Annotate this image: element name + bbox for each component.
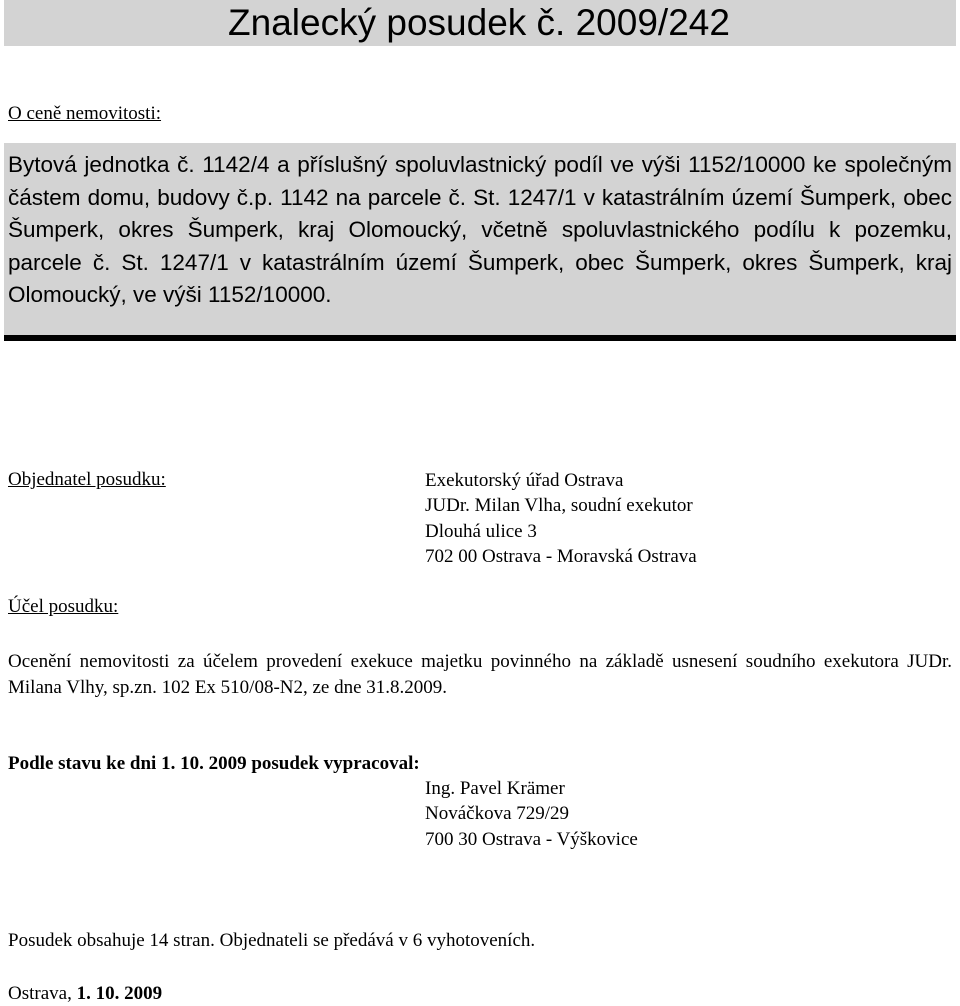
client-label: Objednatel posudku: (8, 469, 166, 490)
author-address (425, 776, 638, 852)
client-address (425, 468, 697, 569)
place: Ostrava, (8, 983, 77, 1004)
subject-text: Bytová jednotka č. 1142/4 a příslušný spoluvlastnický podíl ve výši 1152/10000 ke společným částem domu, budovy č.p. 1142 na parcele č. St. 1247/1 v katastrálním území Šumperk, obec Šumperk, okres Šumperk, kraj Olomoucký, včetně spoluvlastnického podílu k pozemku, parcele č. St. 1247/1 v katastrálním území Šumperk, obec Šumperk, okres Šumperk, kraj Olomoucký, ve výši 1152/10000. (8, 152, 952, 307)
author-label: Podle stavu ke dni 1. 10. 2009 posudek vypracoval: (8, 753, 420, 774)
place-date (8, 983, 162, 1005)
client-line: Exekutorský úřad Ostrava (425, 470, 624, 491)
date: 1. 10. 2009 (76, 983, 163, 1004)
subject-heading: O ceně nemovitosti: (8, 103, 162, 124)
client-line: Dlouhá ulice 3 (425, 520, 537, 542)
purpose-text: Ocenění nemovitosti za účelem provedení exekuce majetku povinného na základě usnesení soudního exekutora JUDr. Milana Vlhy, sp.zn. 102 Ex 510/08-N2, ze dne 31.8.2009. (8, 651, 952, 698)
author-line: Nováčkova 729/29 (425, 803, 570, 825)
client-line: JUDr. Milan Vlha, soudní exekutor (425, 495, 693, 517)
page-title: Znalecký posudek č. 2009/242 (228, 2, 730, 43)
client-line: 702 00 Ostrava - Moravská Ostrava (425, 545, 697, 567)
author-line: Ing. Pavel Krämer (425, 778, 565, 799)
pages-note: Posudek obsahuje 14 stran. Objednateli se předává v 6 vyhotoveních. (8, 930, 536, 951)
purpose-label: Účel posudku: (8, 596, 119, 617)
author-line: 700 30 Ostrava - Výškovice (425, 828, 638, 850)
